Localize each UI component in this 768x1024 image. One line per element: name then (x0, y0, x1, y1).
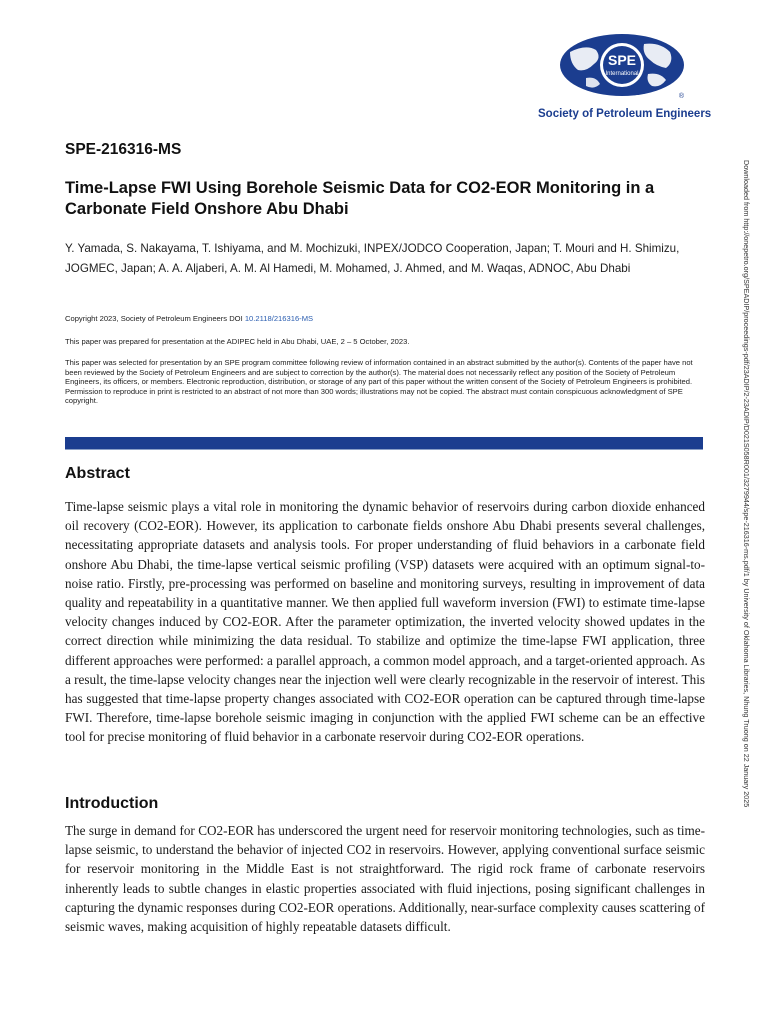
copyright-line (65, 314, 710, 324)
paper-id: SPE-216316-MS (65, 141, 182, 158)
selection-notice: This paper was selected for presentation by an SPE program committee following review of information contained in an abstract submitted by the author(s). Contents of the paper have not been reviewed by the Society of Petroleum Engineers and are subject to correction by the author(s). The material does not necessarily reflect any position of the Society of Petroleum Engineers, its officers, or members. Electronic reproduction, distribution, or storage of any part of this paper without the written consent of the Society of Petroleum Engineers is prohibited. Permission to reproduce in print is restricted to an abstract of not more than 300 words; illustrations may not be copied. The abstract must contain conspicuous acknowledgment of SPE copyright. (65, 358, 693, 406)
registered-mark-icon: ® (678, 93, 684, 98)
logo-subtitle: International (605, 71, 639, 77)
author-list: Y. Yamada, S. Nakayama, T. Ishiyama, and M. Mochizuki, INPEX/JODCO Cooperation, Japan; T. Mouri and H. Shimizu, JOGMEC, Japan; A. A. Aljaberi, A. M. Al Hamedi, M. Mohamed, J. Ahmed, and M. Waqas, ADNOC, Abu Dhabi (65, 242, 680, 275)
download-notice-sidebar (739, 160, 753, 860)
logo-acronym: SPE (607, 52, 637, 68)
logo-organization: Society of Petroleum Engineers (538, 108, 712, 120)
abstract-heading: Abstract (65, 465, 130, 482)
introduction-text: The surge in demand for CO2-EOR has underscored the urgent need for reservoir monitoring technologies, such as time-lapse seismic, to understand the behavior of injected CO2 in reservoirs. However, applying conventional surface seismic for reservoir monitoring in the Middle East is not straightforward. The rigid rock frame of carbonate reservoirs inherently leads to subtle changes in elastic properties associated with fluid injections, posing significant challenges in capturing the dynamic responses during CO2-EOR operations. Additionally, near-surface complexity causes scattering of seismic waves, making acquisition of highly repeatable datasets difficult. (65, 823, 705, 935)
introduction-heading: Introduction (65, 795, 159, 812)
doi-link[interactable]: 10.2118/216316-MS (244, 314, 314, 323)
section-divider (65, 437, 703, 449)
abstract-text: Time-lapse seismic plays a vital role in monitoring the dynamic behavior of reservoirs during carbon dioxide enhanced oil recovery (CO2-EOR). However, its application to carbonate fields onshore Abu Dhabi presents several challenges, necessitating appropriate datasets and analysis tools. For proper understanding of fluid behaviors in a carbonate field onshore Abu Dhabi, the time-lapse vertical seismic profiling (VSP) datasets were acquired with an optimum signal-to-noise ratio. Firstly, pre-processing was performed on baseline and monitoring surveys, resulting in improvement of data quality and repeatability in a quantitative manner. We then applied full waveform inversion (FWI) to estimate time-lapse velocity changes induced by CO2-EOR. After the parameter optimization, the inverted velocity showed updates in the correct direction while minimizing the data residual. To stabilize and optimize the time-lapse FWI application, three different approaches were performed: a parallel approach, a common model approach, and a target-oriented approach. As a result, the time-lapse velocity changes near the injection well were clearly recognizable in the reservoir of interest. This has suggested that time-lapse property changes associated with CO2-EOR operation can be captured through time-lapse FWI. Therefore, time-lapse borehole seismic imaging in conjunction with the applied FWI scheme can be an effective tool for precise monitoring of fluid behavior in a carbonate reservoir during CO2-EOR operations. (65, 499, 705, 745)
spe-logo (538, 28, 712, 128)
prepared-notice: This paper was prepared for presentation at the ADIPEC held in Abu Dhabi, UAE, 2 – 5 October, 2023. (65, 337, 410, 346)
globe-icon (556, 32, 688, 98)
section-divider-underline (65, 449, 703, 450)
paper-title: Time-Lapse FWI Using Borehole Seismic Data for CO2-EOR Monitoring in a Carbonate Field Onshore Abu Dhabi (65, 179, 655, 218)
download-notice: Downloaded from http://onepetro.org/SPEADIP/proceedings-pdf/23ADIP/2-23ADIP/D021S058R001/3279944/spe-216316-ms.pdf/1 by University of Oklahoma Libraries, Nhung Truong on 22 January 2025 (742, 160, 751, 808)
copyright-text: Copyright 2023, Society of Petroleum Engineers DOI (65, 314, 243, 323)
